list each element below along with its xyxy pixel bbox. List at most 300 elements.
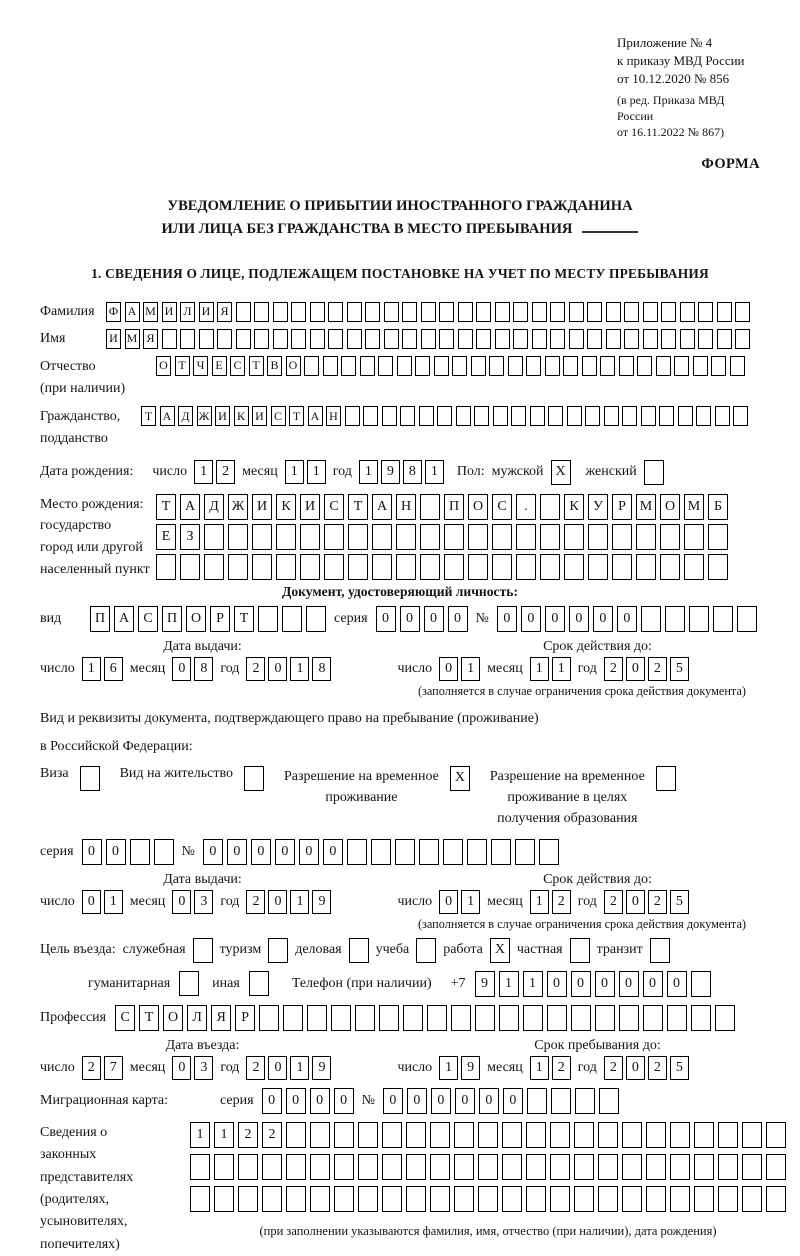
char-box: Т — [156, 494, 176, 520]
purpose-option-label: иная — [212, 975, 240, 991]
day-label: число — [397, 893, 433, 909]
char-box — [478, 1186, 498, 1212]
char-box — [599, 1088, 619, 1114]
residence-issue-month — [172, 890, 213, 914]
char-box — [708, 554, 728, 580]
char-box — [468, 524, 488, 550]
char-box — [495, 329, 510, 349]
edu-permit-label-line: получения образования — [497, 810, 638, 826]
char-box: 0 — [431, 1088, 451, 1114]
char-box — [214, 1186, 234, 1212]
char-box — [564, 554, 584, 580]
birth-place-label-line: государство — [40, 518, 112, 534]
char-box — [624, 329, 639, 349]
char-box — [551, 1088, 571, 1114]
purpose-label: Цель въезда: — [40, 942, 116, 958]
birth-place-label — [40, 494, 156, 581]
legal-reps-fields — [190, 1122, 786, 1239]
purpose-option-label: работа — [443, 942, 483, 958]
char-box — [619, 1005, 639, 1031]
citizenship-label — [40, 406, 141, 449]
birth-place-label-line: город или другой — [40, 539, 143, 555]
char-box — [493, 406, 508, 426]
char-box: 0 — [262, 1088, 282, 1114]
char-box: И — [215, 406, 230, 426]
char-box: Р — [612, 494, 632, 520]
appendix-line: Приложение № 4 — [617, 35, 713, 50]
edu-permit-checkbox — [656, 766, 676, 791]
char-box — [452, 356, 467, 376]
char-box: 0 — [521, 606, 541, 632]
char-box — [419, 839, 439, 865]
char-box: 0 — [424, 606, 444, 632]
char-box — [636, 554, 656, 580]
char-box — [670, 1154, 690, 1180]
series-label: серия — [220, 1092, 254, 1108]
char-box — [236, 329, 251, 349]
char-box — [742, 1186, 762, 1212]
char-box — [730, 356, 745, 376]
char-box — [550, 302, 565, 322]
char-box — [258, 606, 278, 632]
char-box — [282, 606, 302, 632]
doc-series-field — [376, 606, 468, 632]
identity-dates-row — [40, 657, 760, 681]
char-box — [214, 1154, 234, 1180]
char-box: 0 — [547, 971, 567, 997]
char-box — [478, 1122, 498, 1148]
char-box — [644, 460, 664, 485]
char-box: 2 — [246, 1056, 265, 1080]
residence-dates-row — [40, 890, 760, 914]
char-box — [622, 1122, 642, 1148]
char-box: Т — [289, 406, 304, 426]
char-box — [365, 329, 380, 349]
char-box: 8 — [403, 460, 422, 484]
char-box: 8 — [312, 657, 331, 681]
char-box — [674, 356, 689, 376]
month-label: месяц — [129, 1059, 166, 1075]
birth-date-row — [40, 460, 760, 485]
char-box — [406, 1186, 426, 1212]
char-box: И — [252, 494, 272, 520]
char-box: О — [660, 494, 680, 520]
char-box — [612, 524, 632, 550]
char-box — [539, 839, 559, 865]
char-box — [443, 839, 463, 865]
char-box: 0 — [268, 890, 287, 914]
char-box — [382, 1154, 402, 1180]
char-box: К — [276, 494, 296, 520]
issue-date-label: Дата выдачи: — [163, 639, 242, 655]
identity-valid-year — [604, 657, 689, 681]
legal-reps-label-line: представителях — [40, 1169, 134, 1185]
char-box — [491, 839, 511, 865]
legal-reps-label-line: законных — [40, 1147, 97, 1163]
char-box — [717, 329, 732, 349]
char-box: С — [230, 356, 245, 376]
char-box — [698, 329, 713, 349]
char-box — [193, 938, 213, 963]
profession-row — [40, 1005, 760, 1031]
patronymic-label-line2: (при наличии) — [40, 380, 126, 396]
char-box: 0 — [82, 839, 102, 865]
page-title — [40, 195, 760, 242]
char-box — [665, 606, 685, 632]
char-box — [598, 1122, 618, 1148]
char-box — [715, 1005, 735, 1031]
char-box: 5 — [670, 890, 689, 914]
char-box — [475, 1005, 495, 1031]
char-box: 2 — [246, 890, 265, 914]
char-box: 0 — [203, 839, 223, 865]
purpose-official-checkbox — [193, 938, 213, 963]
char-box — [604, 406, 619, 426]
char-box: 1 — [530, 890, 549, 914]
char-box — [458, 302, 473, 322]
migration-number-field — [383, 1088, 619, 1114]
char-box — [310, 1186, 330, 1212]
char-box: 0 — [503, 1088, 523, 1114]
char-box — [643, 302, 658, 322]
char-box — [499, 1005, 519, 1031]
char-box — [273, 329, 288, 349]
legal-reps-row3 — [190, 1186, 786, 1212]
char-box — [696, 406, 711, 426]
char-box — [421, 329, 436, 349]
doc-kind-label: вид — [40, 611, 62, 627]
year-label: год — [332, 464, 352, 480]
phone-prefix: +7 — [450, 975, 466, 991]
purpose-option-label: гуманитарная — [88, 975, 171, 991]
char-box: 0 — [400, 606, 420, 632]
char-box: 0 — [455, 1088, 475, 1114]
char-box — [526, 1154, 546, 1180]
char-box — [476, 329, 491, 349]
doc-number-field — [497, 606, 757, 632]
male-label: мужской — [491, 464, 544, 480]
char-box — [550, 329, 565, 349]
char-box — [396, 554, 416, 580]
char-box — [286, 1122, 306, 1148]
month-label: месяц — [129, 661, 166, 677]
edu-permit-label — [490, 766, 645, 829]
year-label: год — [220, 1059, 240, 1075]
char-box — [661, 329, 676, 349]
char-box: 1 — [190, 1122, 210, 1148]
appendix-line: к приказу МВД России — [617, 53, 745, 69]
purpose-tourism-checkbox — [268, 938, 288, 963]
birth-place-row3 — [156, 554, 728, 580]
char-box: А — [114, 606, 134, 632]
char-box — [574, 1154, 594, 1180]
char-box — [575, 1088, 595, 1114]
char-box — [400, 406, 415, 426]
char-box — [678, 406, 693, 426]
char-box: 0 — [626, 657, 645, 681]
residence-issue-year — [246, 890, 331, 914]
char-box — [735, 302, 750, 322]
char-box — [276, 524, 296, 550]
char-box — [624, 302, 639, 322]
residence-number-field — [203, 839, 559, 865]
entry-day-field — [82, 1056, 123, 1080]
char-box — [526, 356, 541, 376]
char-box — [179, 971, 199, 996]
char-box — [345, 406, 360, 426]
char-box — [331, 1005, 351, 1031]
char-box — [217, 329, 232, 349]
char-box — [228, 524, 248, 550]
char-box: 1 — [104, 890, 123, 914]
char-box: Н — [326, 406, 341, 426]
char-box — [291, 329, 306, 349]
char-box: 1 — [530, 1056, 549, 1080]
day-label: число — [40, 893, 75, 909]
legal-reps-section — [40, 1122, 760, 1256]
char-box — [585, 406, 600, 426]
day-label: число — [40, 661, 75, 677]
char-box: Е — [212, 356, 227, 376]
char-box — [349, 938, 369, 963]
day-label: число — [397, 661, 433, 677]
char-box — [527, 1088, 547, 1114]
char-box — [660, 554, 680, 580]
doc-kind-field — [90, 606, 326, 632]
legal-reps-label-line: (родителях, — [40, 1192, 110, 1208]
char-box: 0 — [571, 971, 591, 997]
char-box — [766, 1122, 786, 1148]
char-box — [341, 356, 356, 376]
char-box — [523, 1005, 543, 1031]
char-box: 1 — [552, 657, 571, 681]
year-label: год — [577, 661, 597, 677]
char-box — [564, 524, 584, 550]
char-box — [691, 1005, 711, 1031]
char-box — [244, 766, 264, 791]
month-label: месяц — [487, 893, 523, 909]
char-box — [588, 554, 608, 580]
char-box — [606, 329, 621, 349]
purpose-option-label: частная — [516, 942, 563, 958]
char-box — [471, 356, 486, 376]
stay-month-field — [530, 1056, 571, 1080]
char-box: Н — [396, 494, 416, 520]
char-box — [273, 302, 288, 322]
char-box: 0 — [545, 606, 565, 632]
purpose-option-label: служебная — [122, 942, 186, 958]
char-box: О — [286, 356, 301, 376]
char-box — [511, 406, 526, 426]
char-box — [495, 302, 510, 322]
char-box — [571, 1005, 591, 1031]
char-box — [508, 356, 523, 376]
char-box — [444, 554, 464, 580]
char-box — [715, 406, 730, 426]
char-box: 0 — [334, 1088, 354, 1114]
char-box — [382, 406, 397, 426]
char-box: Л — [187, 1005, 207, 1031]
char-box — [600, 356, 615, 376]
char-box — [622, 1186, 642, 1212]
char-box — [378, 356, 393, 376]
female-label: женский — [585, 464, 637, 480]
birth-place-fields — [156, 494, 728, 580]
given-name-field — [106, 329, 750, 349]
char-box: 0 — [448, 606, 468, 632]
residence-doc-series-row — [40, 839, 760, 865]
year-label: год — [577, 893, 597, 909]
legal-reps-row2 — [190, 1154, 786, 1180]
char-box — [641, 606, 661, 632]
residence-valid-year — [604, 890, 689, 914]
char-box — [467, 839, 487, 865]
char-box: 9 — [475, 971, 495, 997]
char-box — [598, 1154, 618, 1180]
legal-reps-label-line: Сведения о — [40, 1124, 108, 1140]
temp-permit-label — [284, 766, 439, 808]
char-box — [162, 329, 177, 349]
char-box — [646, 1122, 666, 1148]
char-box: Р — [210, 606, 230, 632]
char-box: 1 — [307, 460, 326, 484]
residence-permit-label: Вид на жительство — [119, 765, 233, 781]
char-box — [347, 839, 367, 865]
char-box: 0 — [643, 971, 663, 997]
char-box: 1 — [290, 657, 309, 681]
char-box — [574, 1122, 594, 1148]
char-box — [421, 302, 436, 322]
char-box: 0 — [626, 890, 645, 914]
char-box: А — [308, 406, 323, 426]
char-box — [612, 554, 632, 580]
char-box — [489, 356, 504, 376]
issue-date-label: Дата выдачи: — [163, 871, 242, 887]
legal-reps-label-line: попечителях) — [40, 1236, 120, 1252]
restriction-note: (заполняется в случае ограничения срока действия документа) — [417, 684, 746, 699]
char-box — [420, 524, 440, 550]
char-box: 1 — [359, 460, 378, 484]
char-box: П — [90, 606, 110, 632]
residence-date-labels — [40, 872, 760, 888]
char-box: 0 — [619, 971, 639, 997]
char-box: Т — [234, 606, 254, 632]
char-box — [372, 554, 392, 580]
temp-permit-label-line: Разрешение на временное — [283, 768, 439, 784]
char-box: З — [180, 524, 200, 550]
char-box: Ж — [197, 406, 212, 426]
purpose-option-label: деловая — [295, 942, 342, 958]
char-box — [262, 1186, 282, 1212]
char-box — [680, 302, 695, 322]
legal-reps-note: (при заполнении указываются фамилия, имя, отчество (при наличии), дата рождения) — [259, 1223, 717, 1238]
char-box: 7 — [104, 1056, 123, 1080]
char-box: И — [252, 406, 267, 426]
char-box — [439, 302, 454, 322]
section1-heading: 1. СВЕДЕНИЯ О ЛИЦЕ, ПОДЛЕЖАЩЕМ ПОСТАНОВКЕ НА УЧЕТ ПО МЕСТУ ПРЕБЫВАНИЯ — [91, 265, 709, 281]
char-box — [355, 1005, 375, 1031]
char-box — [283, 1005, 303, 1031]
title-line-2 — [40, 218, 760, 241]
char-box — [262, 1154, 282, 1180]
legal-reps-row1 — [190, 1122, 786, 1148]
char-box: 2 — [552, 890, 571, 914]
day-label: число — [152, 464, 188, 480]
char-box: 0 — [275, 839, 295, 865]
char-box — [80, 766, 100, 791]
purpose-humanitarian-checkbox — [179, 971, 199, 996]
char-box — [637, 356, 652, 376]
char-box — [310, 1154, 330, 1180]
char-box: 1 — [499, 971, 519, 997]
char-box — [307, 1005, 327, 1031]
char-box — [347, 329, 362, 349]
char-box — [347, 302, 362, 322]
char-box: С — [138, 606, 158, 632]
number-label: № — [361, 1092, 375, 1108]
char-box: Ф — [106, 302, 121, 322]
title-line-1: УВЕДОМЛЕНИЕ О ПРИБЫТИИ ИНОСТРАННОГО ГРАЖДАНИНА — [167, 198, 633, 215]
char-box — [430, 1154, 450, 1180]
char-box: 0 — [407, 1088, 427, 1114]
char-box — [766, 1186, 786, 1212]
char-box: О — [186, 606, 206, 632]
month-label: месяц — [487, 661, 523, 677]
char-box — [606, 302, 621, 322]
char-box — [659, 406, 674, 426]
char-box — [249, 971, 269, 996]
char-box: 2 — [648, 657, 667, 681]
residence-issue-day — [82, 890, 123, 914]
identity-issue-year — [246, 657, 331, 681]
char-box — [358, 1122, 378, 1148]
residence-doc-intro-2: в Российской Федерации: — [40, 738, 193, 754]
char-box: 1 — [523, 971, 543, 997]
char-box — [646, 1154, 666, 1180]
char-box: 0 — [251, 839, 271, 865]
char-box — [456, 406, 471, 426]
residence-doc-types-row — [40, 766, 760, 829]
birth-place-row — [40, 494, 760, 581]
birth-date-label: Дата рождения: — [40, 464, 134, 480]
char-box — [458, 329, 473, 349]
residence-valid-month — [530, 890, 571, 914]
char-box: П — [162, 606, 182, 632]
birth-place-row2 — [156, 524, 728, 550]
legal-reps-label-line: усыновителях, — [40, 1214, 128, 1230]
char-box — [513, 329, 528, 349]
char-box — [548, 406, 563, 426]
char-box — [454, 1122, 474, 1148]
phone-label: Телефон (при наличии) — [291, 975, 432, 991]
char-box — [643, 1005, 663, 1031]
char-box: М — [143, 302, 158, 322]
identity-issue-day — [82, 657, 123, 681]
temp-permit-checkbox — [450, 766, 470, 791]
char-box — [300, 554, 320, 580]
char-box: 1 — [461, 657, 480, 681]
char-box — [420, 554, 440, 580]
char-box — [636, 524, 656, 550]
char-box — [156, 554, 176, 580]
char-box: 5 — [670, 657, 689, 681]
char-box — [190, 1186, 210, 1212]
char-box — [348, 524, 368, 550]
purpose-transit-checkbox — [650, 938, 670, 963]
char-box: 0 — [595, 971, 615, 997]
char-box — [656, 356, 671, 376]
char-box — [694, 1122, 714, 1148]
